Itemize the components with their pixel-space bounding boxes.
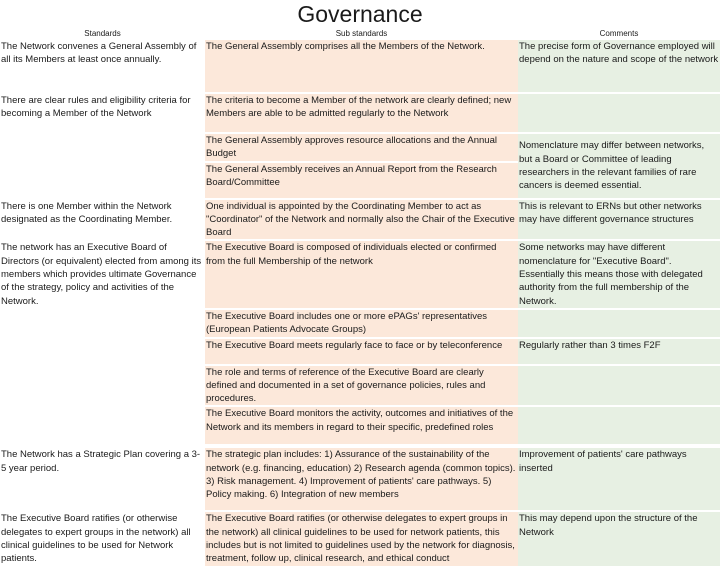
table-row	[0, 512, 720, 565]
comment-cell: Nomenclature may differ between networks, but a Board or Committee of leading researchers in the relevant families of rare cancers is deemed essential.	[518, 134, 720, 198]
comment-cell: The precise form of Governance employed will depend on the nature and scope of the network	[518, 40, 720, 92]
comment-cell: Improvement of patients' care pathways inserted	[518, 448, 720, 510]
header-row	[0, 30, 720, 38]
standards-header: Standards	[0, 30, 205, 38]
sub-standard-cell: The General Assembly comprises all the Members of the Network.	[205, 40, 518, 92]
sub-standard-cell: The role and terms of reference of the Executive Board are clearly defined and documented in a set of governance policies, rules and procedures.	[205, 366, 518, 406]
standard-cell: The Network convenes a General Assembly of all its Members at least once annually.	[0, 40, 205, 92]
standard-cell: The Executive Board ratifies (or otherwise delegates to expert groups in the network) all clinical guidelines to be used for Network patients.	[0, 512, 205, 565]
comments-header: Comments	[518, 30, 720, 38]
standard-cell: The network has an Executive Board of Directors (or equivalent) elected from among its members which provides ultimate Governance of the strategy, policy and activities of the Network.	[0, 241, 205, 446]
comment-cell	[518, 407, 720, 444]
sub-standard-cell: The Executive Board includes one or more ePAGs' representatives (European Patients Advocate Groups)	[205, 310, 518, 337]
sub-standard-cell: The General Assembly approves resource allocations and the Annual Budget	[205, 134, 518, 161]
sub-standard-cell: One individual is appointed by the Coordinating Member to act as "Coordinator" of the Network and normally also the Chair of the Executive Board	[205, 200, 518, 240]
standard-cell: There is one Member within the Network designated as the Coordinating Member.	[0, 200, 205, 240]
sub-standard-cell: The strategic plan includes: 1) Assurance of the sustainability of the network (e.g. financing, education) 2) Research agenda (common topics). 3) Risk management. 4) Improvement of patients' care pathways. 5) Policy making. 6) Integration of new members	[205, 448, 518, 510]
table-row	[0, 134, 720, 161]
comment-cell: Some networks may have different nomenclature for "Executive Board". Essentially this means those with delegated authority from the full membership of the Network.	[518, 241, 720, 307]
sub-standard-cell: The Executive Board is composed of individuals elected or confirmed from the full Membership of the network	[205, 241, 518, 307]
sub-standard-cell: The Executive Board meets regularly face to face or by teleconference	[205, 339, 518, 364]
standard-cell: The Network has a Strategic Plan covering a 3-5 year period.	[0, 448, 205, 510]
table-row	[0, 200, 720, 240]
comment-cell: This is relevant to ERNs but other networks may have different governance structures	[518, 200, 720, 240]
table-row	[0, 94, 720, 132]
comment-cell	[518, 94, 720, 132]
standard-cell	[0, 134, 205, 198]
comment-cell	[518, 310, 720, 337]
table-row	[0, 241, 720, 307]
comment-cell	[518, 366, 720, 406]
sub-standard-cell: The Executive Board ratifies (or otherwise delegates to expert groups in the network) all clinical guidelines to be used for network patients, this includes but is not limited to guidelines used by the network for diagnosis, treatment, follow up, clinical research, and ethical conduct	[205, 512, 518, 565]
standard-cell: There are clear rules and eligibility criteria for becoming a Member of the Network	[0, 94, 205, 132]
sub-standards-header: Sub standards	[205, 30, 518, 38]
table-row	[0, 448, 720, 510]
sub-standard-cell: The criteria to become a Member of the network are clearly defined; new Members are able to be admitted regularly to the Network	[205, 94, 518, 132]
comment-cell: Regularly rather than 3 times F2F	[518, 339, 720, 364]
sub-standard-cell: The General Assembly receives an Annual Report from the Research Board/Committee	[205, 163, 518, 198]
table-row	[0, 40, 720, 92]
sub-standard-cell: The Executive Board monitors the activity, outcomes and initiatives of the Network and its members in regard to their specific, predefined roles	[205, 407, 518, 444]
page-title: Governance	[297, 1, 423, 27]
governance-table	[0, 28, 720, 568]
comment-cell: This may depend upon the structure of the Network	[518, 512, 720, 565]
